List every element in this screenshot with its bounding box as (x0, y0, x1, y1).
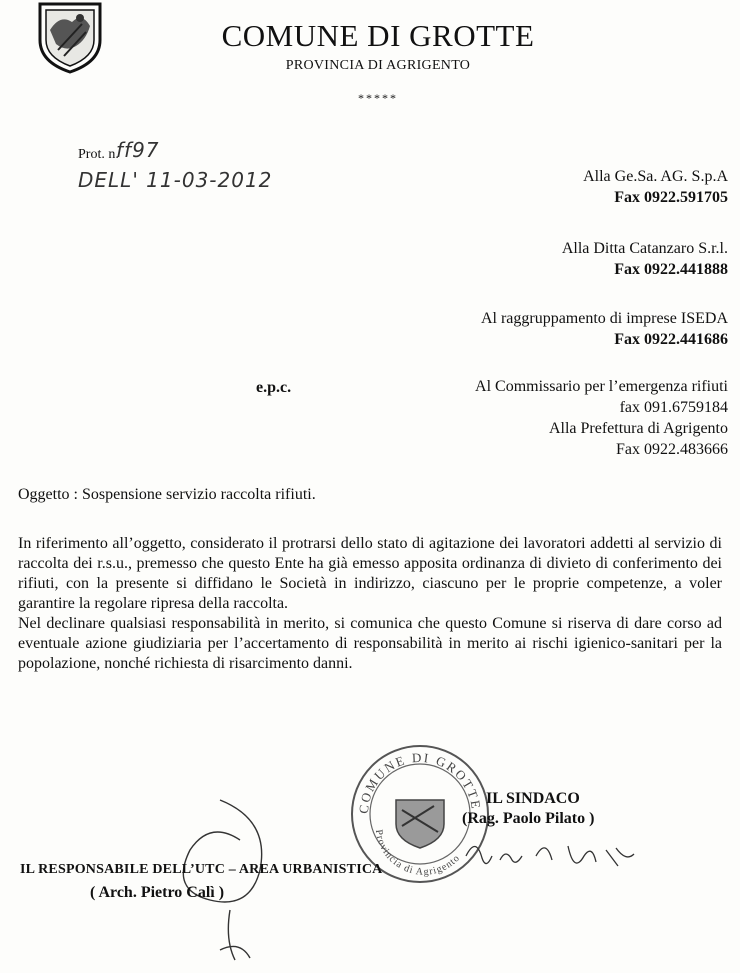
recipient-block (583, 166, 728, 208)
recipient-name: Alla Ge.Sa. AG. S.p.A (583, 168, 728, 185)
recipient-name: Al raggruppamento di imprese ISEDA (480, 310, 728, 327)
recipient-fax: Fax 0922.483666 (616, 441, 728, 458)
recipient-name: Alla Ditta Catanzaro S.r.l. (561, 240, 728, 257)
recipient-name: Al Commissario per l’emergenza rifiuti (475, 378, 728, 395)
recipient-name: Alla Prefettura di Agrigento (548, 420, 728, 437)
mayor-title: IL SINDACO (486, 790, 580, 807)
body-paragraph: Nel declinare qualsiasi responsabilità in merito, si comunica che questo Comune si riserva di dare corso ad eventuale azione giudiziaria per l’accertamento di responsabilità in merito ai rischi igienico-sanitari per la popolazione, nonché richiesta di risarcimento danni. (18, 615, 722, 672)
recipient-fax: Fax 0922.591705 (614, 189, 728, 206)
mayor-signature-icon (456, 826, 656, 886)
letter-body (18, 534, 722, 674)
protocol-date-handwritten: DELL' 11-03-2012 (78, 168, 273, 192)
epc-label: e.p.c. (256, 379, 292, 396)
seal-lower-text: Provincia di Agrigento (372, 828, 463, 878)
recipient-block (481, 308, 728, 350)
protocol-number-handwritten: ff97 (116, 138, 160, 162)
recipient-block (562, 238, 728, 280)
mayor-name: (Rag. Paolo Pilato ) (462, 810, 595, 827)
recipient-fax: Fax 0922.441686 (614, 331, 728, 348)
protocol-label: Prot. n. (78, 147, 119, 162)
municipality-title: COMUNE DI GROTTE (221, 18, 535, 53)
epc-recipient-block (475, 376, 728, 460)
technical-manager-name: ( Arch. Pietro Calì ) (90, 884, 225, 901)
header-separator: ***** (358, 91, 398, 105)
seal-text: COMUNE DI GROTTE (355, 749, 484, 815)
recipient-fax: fax 091.6759184 (619, 399, 728, 416)
handwritten-signature-icon (150, 790, 300, 970)
recipient-fax: Fax 0922.441888 (614, 261, 728, 278)
body-paragraph: In riferimento all’oggetto, considerato il protrarsi dello stato di agitazione dei lavoratori addetti al servizio di raccolta dei r.s.u., premesso che questo Ente ha già emesso apposita ordinanza di divieto di conferimento dei rifiuti, con la presente si diffidano le Società in indirizzo, ciascuno per le proprie competenze, a voler garantire la regolare ripresa della raccolta. (18, 535, 722, 612)
subject-line: Oggetto : Sospensione servizio raccolta rifiuti. (18, 486, 316, 503)
province-subtitle: PROVINCIA DI AGRIGENTO (285, 58, 471, 73)
technical-manager-title: IL RESPONSABILE DELL’UTC – AREA URBANISTICA (20, 862, 383, 877)
